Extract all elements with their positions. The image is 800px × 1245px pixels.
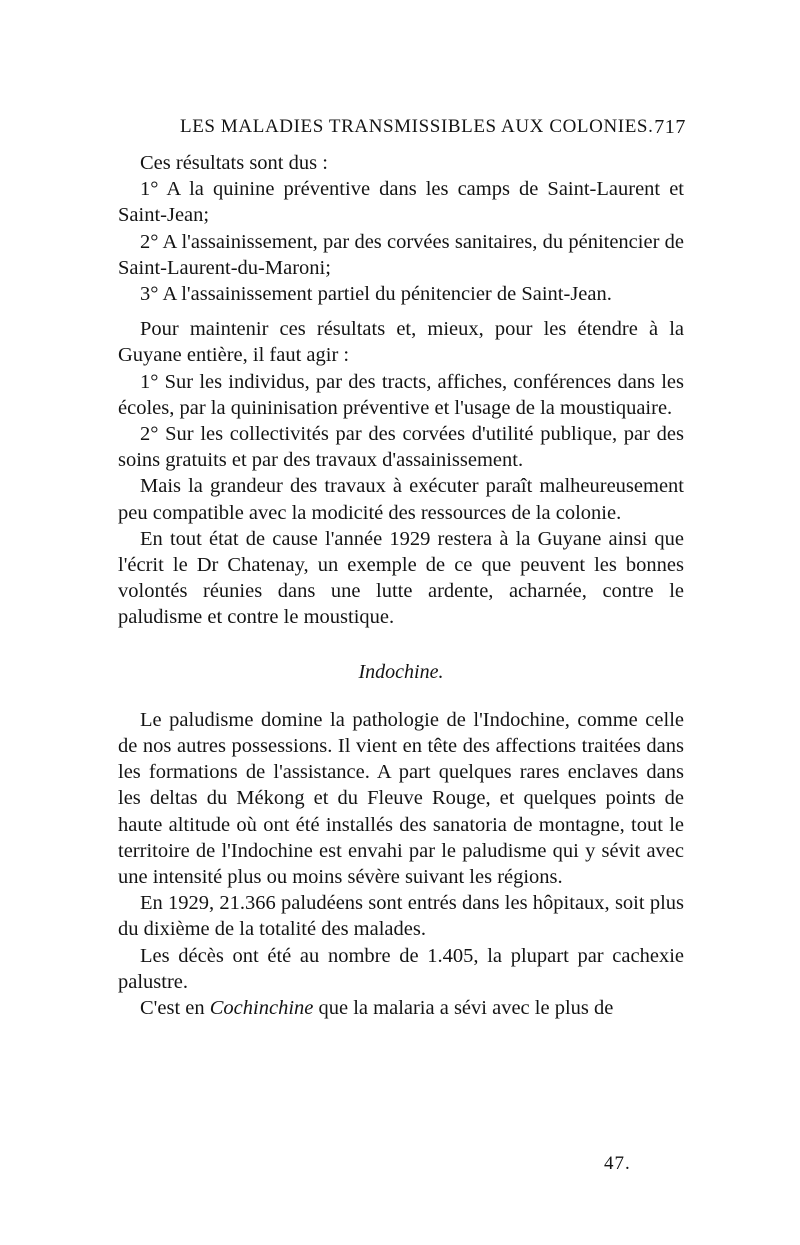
paragraph-text: que la malaria a sévi avec le plus de — [313, 997, 614, 1020]
paragraph — [118, 995, 684, 1021]
running-header — [118, 112, 686, 140]
paragraph: Ces résultats sont dus : — [140, 152, 328, 174]
paragraph-text: C'est en — [140, 997, 210, 1020]
paragraph: Pour maintenir ces résultats et, mieux, pour les étendre à la Guyane entière, il faut agir : — [118, 318, 684, 367]
page-number: 717 — [654, 116, 686, 138]
emphasized-place-name: Cochinchine — [209, 997, 314, 1020]
paragraph: Mais la grandeur des travaux à exécuter paraît malheureusement peu compatible avec la modicité des ressources de la colonie. — [118, 475, 684, 524]
list-item: 1° Sur les individus, par des tracts, affiches, conférences dans les écoles, par la quininisation préventive et l'usage de la moustiquaire. — [118, 370, 684, 419]
paragraph: En tout état de cause l'année 1929 restera à la Guyane ainsi que l'écrit le Dr Chatenay, un exemple de ce que peuvent les bonnes volontés réunies dans une lutte ardente, acharnée, contre le paludisme et contre le moustique. — [118, 527, 684, 629]
paragraph: En 1929, 21.366 paludéens sont entrés dans les hôpitaux, soit plus du dixième de la totalité des malades. — [118, 892, 684, 941]
list-item: 3° A l'assainissement partiel du pénitencier de Saint-Jean. — [140, 283, 612, 306]
running-title: LES MALADIES TRANSMISSIBLES AUX COLONIES. — [180, 116, 654, 137]
body-text — [118, 150, 684, 1021]
list-item: 2° Sur les collectivités par des corvées d'utilité publique, par des soins gratuits et par des travaux d'assainissement. — [118, 423, 684, 472]
paragraph: Les décès ont été au nombre de 1.405, la plupart par cachexie palustre. — [118, 944, 684, 993]
signature-mark: 47. — [604, 1153, 631, 1174]
list-item: 1° A la quinine préventive dans les camps de Saint-Laurent et Saint-Jean; — [118, 178, 684, 227]
list-item: 2° A l'assainissement, par des corvées sanitaires, du pénitencier de Saint-Laurent-du-Maroni; — [118, 230, 684, 279]
paragraph: Le paludisme domine la pathologie de l'Indochine, comme celle de nos autres possessions. Il vient en tête des affections traitées dans les formations de l'assistance. A part quelques rares enclaves dans les deltas du Mékong et du Fleuve Rouge, et quelques points de haute altitude où ont été installés des sanatoria de montagne, tout le territoire de l'Indochine est envahi par le paludisme qui y sévit avec une intensité plus ou moins sévère suivant les régions. — [118, 708, 684, 889]
section-heading: Indochine. — [358, 660, 444, 683]
